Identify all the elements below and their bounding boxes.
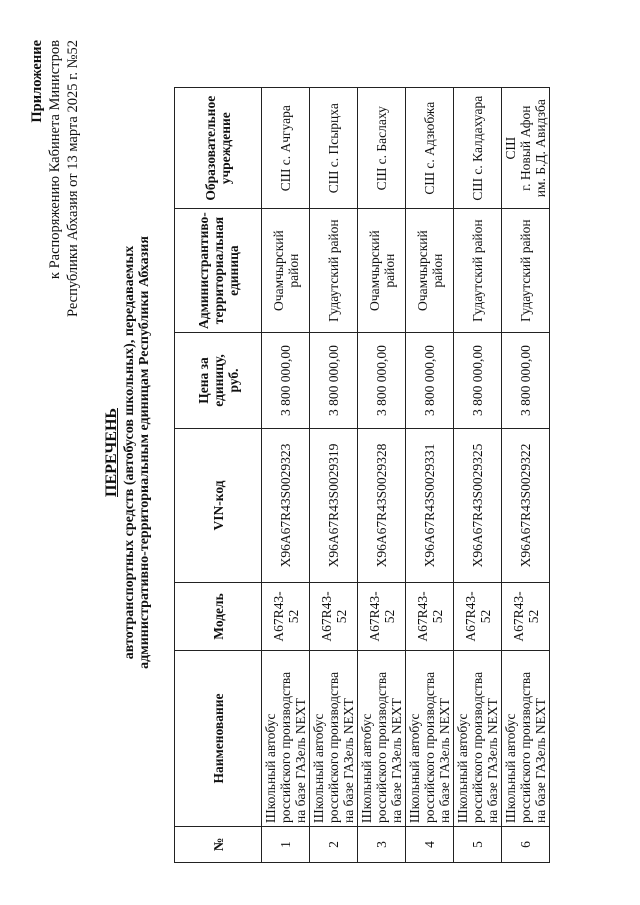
row-name <box>406 651 454 827</box>
row-name <box>310 651 358 827</box>
row-number: 4 <box>406 827 454 863</box>
appendix-line-2: Республики Абхазия от 13 марта 2025 г. №52 <box>65 40 81 318</box>
row-name-line: российского производства <box>422 671 437 823</box>
row-name-line: Школьный автобус <box>503 713 518 823</box>
row-school <box>502 88 550 209</box>
row-school-line: г. Новый Афон <box>518 105 533 191</box>
row-school-line: СШ с. Калдахуара <box>470 95 485 201</box>
header-number: № <box>175 827 262 863</box>
header-district-line: Администрантиво- <box>195 212 211 329</box>
subtitle-line-2: административно-территориальным единицам Республики Абхазия <box>137 236 152 669</box>
row-number: 3 <box>358 827 406 863</box>
document-subtitle <box>122 0 152 905</box>
row-price: 3 800 000,00 <box>454 333 502 429</box>
table-row <box>358 88 406 863</box>
appendix-line-1: к Распоряжению Кабинета Министров <box>47 40 63 280</box>
row-school <box>454 88 502 209</box>
row-price: 3 800 000,00 <box>310 333 358 429</box>
row-vin: X96A67R43S0029322 <box>502 429 550 583</box>
appendix-heading: Приложение <box>29 40 45 123</box>
document-title: ПЕРЕЧЕНЬ <box>103 408 120 497</box>
row-name-line: российского производства <box>374 671 389 823</box>
header-school <box>175 88 262 209</box>
header-vin: VIN-код <box>175 429 262 583</box>
table-row <box>406 88 454 863</box>
row-school-line: СШ с. Псырцха <box>326 103 341 194</box>
row-price: 3 800 000,00 <box>262 333 310 429</box>
row-name-line: Школьный автобус <box>359 713 374 823</box>
row-model: A67R43-52 <box>262 583 310 651</box>
table-row <box>502 88 550 863</box>
row-name-line: на базе ГАЗель NEXT <box>341 698 356 823</box>
row-vin: X96A67R43S0029331 <box>406 429 454 583</box>
row-name-line: российского производства <box>278 671 293 823</box>
row-model: A67R43-52 <box>502 583 550 651</box>
row-school <box>406 88 454 209</box>
row-number: 5 <box>454 827 502 863</box>
row-price: 3 800 000,00 <box>502 333 550 429</box>
subtitle-line-1: автотранспортных средств (автобусов школьных), передаваемых <box>122 245 137 660</box>
row-school-line: СШ с. Баслаху <box>374 106 389 191</box>
row-name-line: на базе ГАЗель NEXT <box>485 698 500 823</box>
table-header-row <box>175 88 262 863</box>
vehicles-table <box>174 87 550 863</box>
row-number: 1 <box>262 827 310 863</box>
header-price-line: Цена за <box>195 357 211 404</box>
row-school-line: СШ с. Ачгуара <box>278 105 293 192</box>
row-district: Очамчырский район <box>358 209 406 333</box>
row-model: A67R43-52 <box>454 583 502 651</box>
row-name-line: на базе ГАЗель NEXT <box>293 698 308 823</box>
row-name-line: Школьный автобус <box>455 713 470 823</box>
row-district: Гудаутский район <box>310 209 358 333</box>
row-vin: X96A67R43S0029328 <box>358 429 406 583</box>
header-school-line: Образовательное <box>203 95 218 201</box>
row-district: Гудаутский район <box>454 209 502 333</box>
row-vin: X96A67R43S0029319 <box>310 429 358 583</box>
row-school <box>310 88 358 209</box>
row-school-line: им. Б.Д. Авидзба <box>533 99 548 198</box>
row-name-line: российского производства <box>470 671 485 823</box>
row-model: A67R43-52 <box>310 583 358 651</box>
row-school <box>262 88 310 209</box>
row-district: Очамчырский район <box>406 209 454 333</box>
row-school-line: СШ <box>503 136 518 160</box>
row-school-line: СШ с. Адзюбжа <box>422 101 437 195</box>
row-name <box>454 651 502 827</box>
row-number: 2 <box>310 827 358 863</box>
row-district: Гудаутский район <box>502 209 550 333</box>
header-name: Наименование <box>175 651 262 827</box>
row-name-line: российского производства <box>326 671 341 823</box>
row-name-line: Школьный автобус <box>407 713 422 823</box>
header-price-line: руб. <box>225 368 241 393</box>
row-vin: X96A67R43S0029323 <box>262 429 310 583</box>
appendix-block <box>28 40 82 317</box>
header-district <box>175 209 262 333</box>
header-price-line: единицу, <box>210 354 226 407</box>
row-name-line: российского производства <box>518 671 533 823</box>
row-name <box>262 651 310 827</box>
row-price: 3 800 000,00 <box>406 333 454 429</box>
row-name-line: на базе ГАЗель NEXT <box>533 698 548 823</box>
row-name-line: Школьный автобус <box>263 713 278 823</box>
row-name <box>502 651 550 827</box>
table-row <box>310 88 358 863</box>
row-name <box>358 651 406 827</box>
header-school-line: учреждение <box>218 112 233 185</box>
table-row <box>454 88 502 863</box>
row-vin: X96A67R43S0029325 <box>454 429 502 583</box>
row-model: A67R43-52 <box>406 583 454 651</box>
row-district: Очамчырский район <box>262 209 310 333</box>
row-name-line: на базе ГАЗель NEXT <box>437 698 452 823</box>
row-name-line: на базе ГАЗель NEXT <box>389 698 404 823</box>
header-district-line: территориальная <box>210 216 226 325</box>
header-model: Модель <box>175 583 262 651</box>
header-price <box>175 333 262 429</box>
row-number: 6 <box>502 827 550 863</box>
table-row <box>262 88 310 863</box>
header-district-line: единица <box>225 245 241 296</box>
row-price: 3 800 000,00 <box>358 333 406 429</box>
row-school <box>358 88 406 209</box>
row-name-line: Школьный автобус <box>311 713 326 823</box>
row-model: A67R43-52 <box>358 583 406 651</box>
